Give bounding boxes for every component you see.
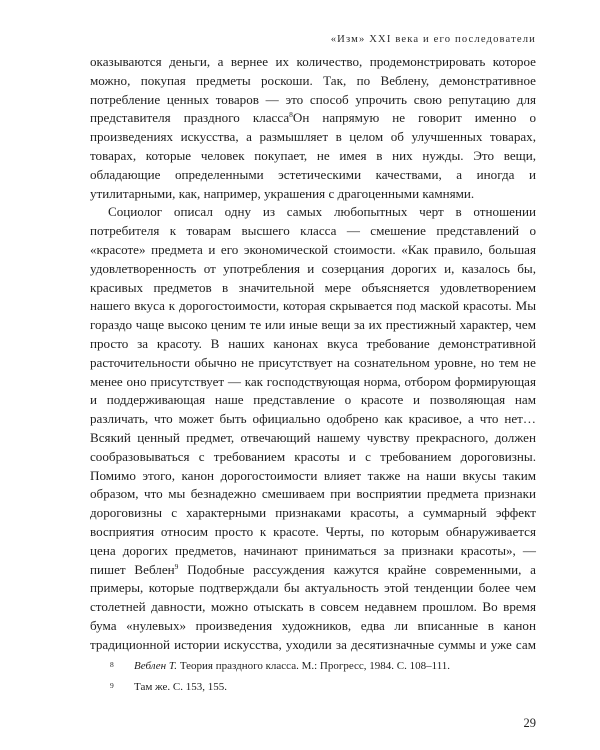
footnotes <box>110 659 536 701</box>
page-number: 29 <box>523 716 536 730</box>
footnote <box>110 680 536 695</box>
footnote <box>110 659 536 674</box>
footnote-reference: 9 <box>174 561 179 571</box>
paragraph-text: Социолог описал одну из самых любопытных черт в отношении потребителя к товарам высшего класса — смешение представлений о «красоте» предмета и его экономической стоимости. «Как правило, большая удовлетворенность от употребления и созерцания дорогих и, казалось бы, красивых предметов в значительной мере объясняется удовлетворением нашего вкуса к дорогостоимости, которая скрывается под маской красоты. Мы гораздо чаще высоко ценим те или иные вещи за их престижный характер, чем просто за красоту. В наших канонах вкуса требование демонстративной расточительности обычно не присутствует на сознательном уровне, но тем не менее оно присутствует — как господствующая норма, отбором формирующая и поддерживающая наше представление о красоте и позволяющая нам различать, что может быть официально одобрено как красивое, а что нет… Всякий ценный предмет, отвечающий нашему чувству прекрасного, должен сообразовываться с требованием красоты и с требованием дороговизны. Помимо этого, канон дорогостоимости влияет также на наши вкусы таким образом, что мы безнадежно смешиваем при восприятии предмета признаки дороговизны с характерными признаками красоты, а суммарный эффект восприятия относим просто к красоте. Черты, по которым обнаруживается цена дорогих предметов, начинают приниматься за признаки красоты», — пишет Веблен <box>90 204 536 577</box>
paragraph <box>90 53 536 203</box>
footnote-reference: 8 <box>289 110 293 120</box>
footnote-text: Теория праздного класса. М.: Прогресс, 1984. С. 108–111. <box>177 660 451 672</box>
footnote-mark: 8 <box>110 660 114 669</box>
paragraph-text: Подобные рассуждения кажутся крайне современными, а примеры, которые подтверждали бы актуальность этой тенденции более чем столетней давности, можно отыскать в совсем недавнем прошлом. Во время бума «нулевых» произведения художников, едва ли вписанные в канон традиционной истории искусства, уходили за десятизначные суммы и уже сам <box>90 561 536 652</box>
footnote-text: Там же. С. 153, 155. <box>134 681 227 693</box>
paragraph <box>90 203 536 654</box>
running-head: «Изм» XXI века и его последователи <box>330 34 536 45</box>
body-text <box>90 53 536 655</box>
paragraph-text: Он напрямую не говорит именно о произведениях искусства, а размышляет в целом об улучшенных товарах, товарах, которые человек покупает, не имея в них нужды. Это вещи, обладающие определенными эстетическими качествами, а иногда и утилитарными, как, например, украшения с драгоценными камнями. <box>90 110 536 201</box>
footnote-author: Веблен Т. <box>134 660 178 672</box>
paragraph-text: оказываются деньги, а вернее их количество, продемонстрировать которое можно, покупая предметы роскоши. Так, по Веблену, демонстративное потребление ценных товаров — это способ упрочить свою репутацию для представителя праздного класса <box>90 54 536 126</box>
footnote-mark: 9 <box>110 681 114 690</box>
